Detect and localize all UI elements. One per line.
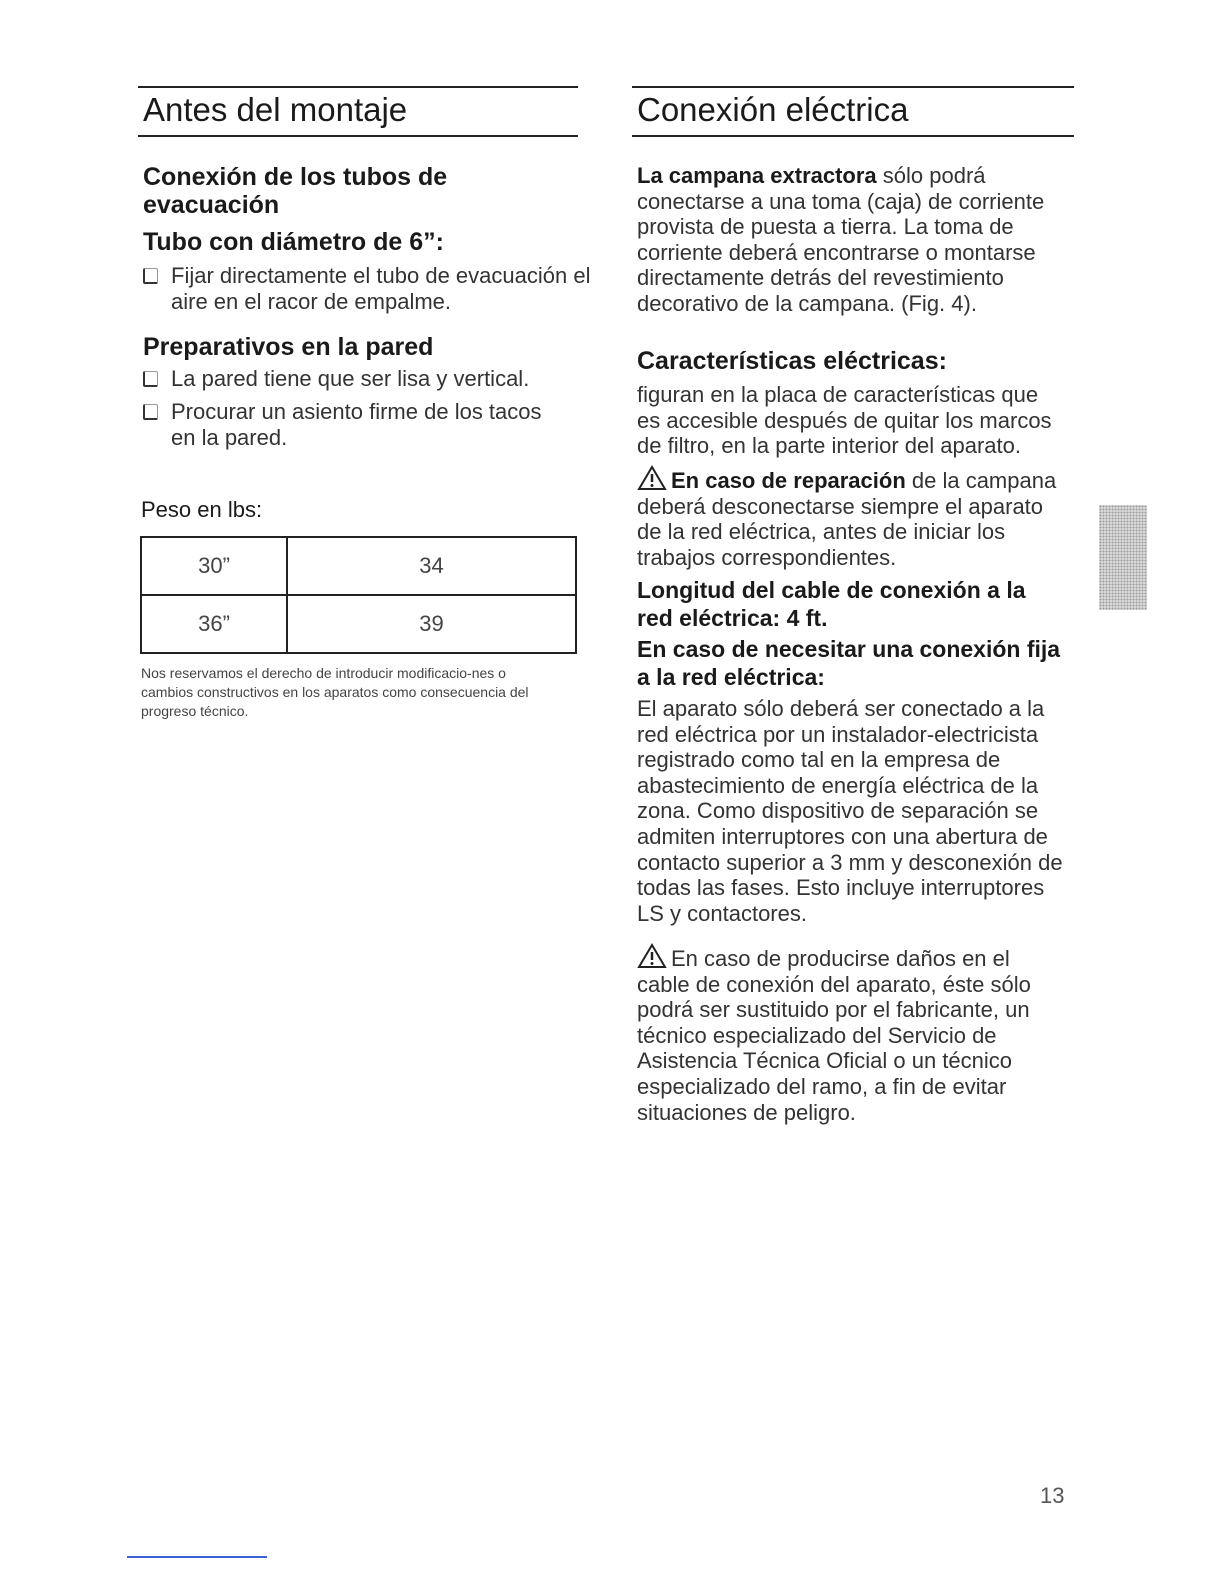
checkbox-bullet-icon [143, 268, 158, 284]
table-cell-size: 36” [141, 595, 287, 653]
warning-triangle-icon [637, 465, 667, 491]
bold-lead: La campana extractora [637, 163, 877, 188]
paragraph-installer: El aparato sólo deberá ser conectado a la red eléctrica por un instalador-electricista registrado como tal en la empresa de abastecimiento de energía eléctrica de la zona. Como dispositivo de separación se admiten interruptores con una abertura de contacto superior a 3 mm y desconexión de todas las fases. Esto incluye interruptores LS y contactores. [637, 696, 1063, 926]
heading-cable-length: Longitud del cable de conexión a la red eléctrica: 4 ft. [637, 577, 1026, 631]
right-bottom-rule [632, 135, 1074, 137]
paragraph-cable-damage [637, 943, 1057, 1125]
warning-triangle-icon [637, 943, 667, 969]
section-tab-marker [1099, 505, 1147, 610]
left-section-title: Antes del montaje [143, 91, 408, 128]
bold-lead: En caso de reparación [671, 468, 906, 493]
paragraph-text: En caso de producirse daños en el cable de conexión del aparato, éste sólo podrá ser sustituido por el fabricante, un técnico especializado del Servicio de Asistencia Técnica Oficial o un técnico especializado del ramo, a fin de evitar situaciones de peligro. [637, 946, 1031, 1125]
paragraph-text: de la campana deberá desconectarse siempre el aparato de la red eléctrica, antes de iniciar los trabajos correspondientes. [637, 468, 1057, 570]
page-number: 13 [1040, 1483, 1065, 1508]
weight-label: Peso en lbs: [141, 497, 263, 522]
right-section-title: Conexión eléctrica [637, 91, 909, 128]
paragraph-repair-warning [637, 465, 1067, 570]
table-cell-weight: 39 [287, 595, 576, 653]
heading-exhaust-tube-connection: Conexión de los tubos de evacuación [143, 163, 448, 219]
checkbox-bullet-icon [143, 371, 158, 387]
bullet-text: Procurar un asiento firme de los tacos en la pared. [171, 399, 542, 450]
weight-table [140, 536, 577, 654]
right-top-rule [632, 86, 1074, 88]
heading-electrical-characteristics: Características eléctricas: [637, 347, 947, 375]
heading-wall-preparation: Preparativos en la pared [143, 333, 434, 361]
table-row [141, 537, 576, 595]
paragraph-hood-connection [637, 163, 1062, 317]
left-top-rule [138, 86, 578, 88]
bottom-link-underline [127, 1556, 267, 1558]
bullet-text: Fijar directamente el tubo de evacuación el aire en el racor de empalme. [171, 263, 591, 314]
bullet-item [141, 263, 591, 314]
table-row [141, 595, 576, 653]
heading-fixed-connection: En caso de necesitar una conexión fija a la red eléctrica: [637, 636, 1061, 690]
bullet-item [141, 399, 571, 450]
checkbox-bullet-icon [143, 404, 158, 420]
bullet-item [141, 366, 601, 392]
left-bottom-rule [138, 135, 578, 137]
paragraph-text: sólo podrá conectarse a una toma (caja) de corriente provista de puesta a tierra. La toma de corriente deberá encontrarse o montarse directamente detrás del revestimiento decorativo de la campana. (Fig. 4). [637, 163, 1045, 316]
table-cell-size: 30” [141, 537, 287, 595]
table-cell-weight: 34 [287, 537, 576, 595]
bullet-text: La pared tiene que ser lisa y vertical. [171, 366, 530, 391]
heading-tube-diameter: Tubo con diámetro de 6”: [143, 228, 444, 256]
paragraph-rating-plate: figuran en la placa de características que es accesible después de quitar los marcos de filtro, en la parte interior del aparato. [637, 382, 1052, 459]
footnote: Nos reservamos el derecho de introducir modificacio-nes o cambios constructivos en los aparatos como consecuencia del progreso técnico. [141, 665, 529, 719]
